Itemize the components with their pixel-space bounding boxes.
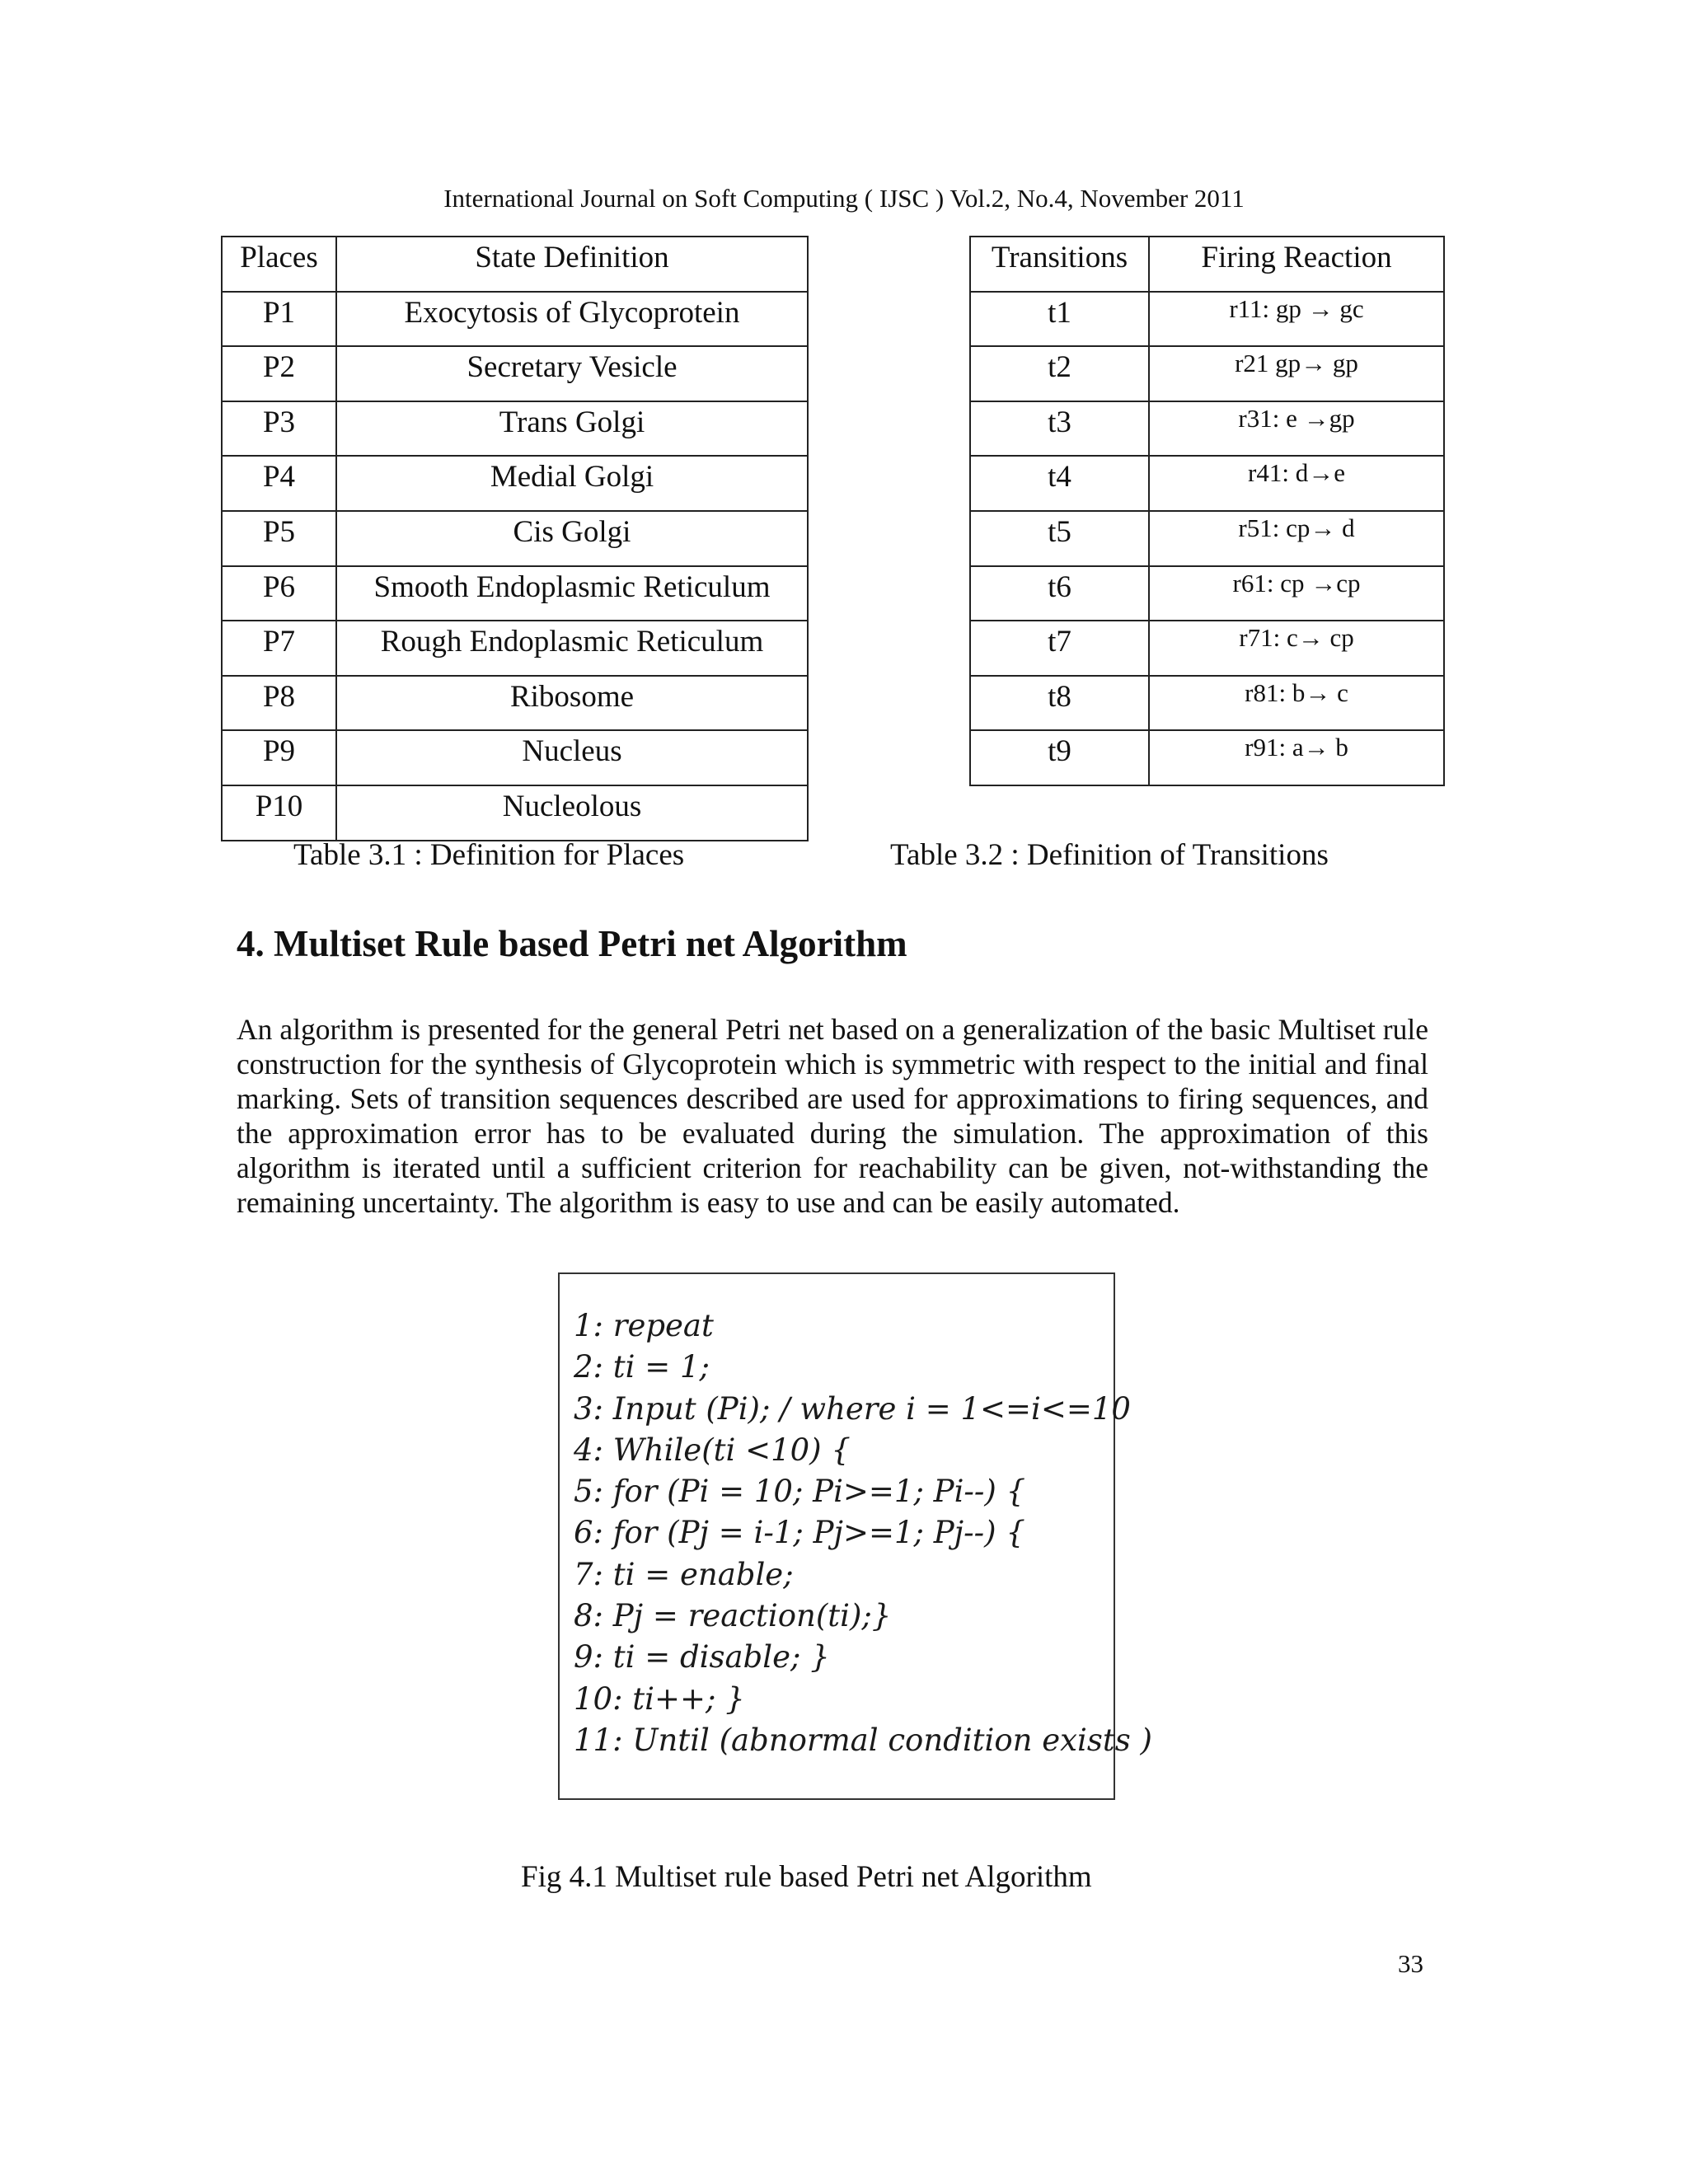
firing-reaction: r21 gp→ gp (1149, 346, 1444, 401)
firing-reaction: r61: cp →cp (1149, 566, 1444, 621)
state-definition: Ribosome (336, 676, 808, 731)
firing-reaction: r41: d→e (1149, 456, 1444, 511)
firing-reaction: r51: cp→ d (1149, 511, 1444, 566)
places-table (221, 236, 809, 841)
algorithm-line: 6: for (Pj = i-1; Pj>=1; Pj--) { (574, 1515, 1025, 1551)
figure-caption: Fig 4.1 Multiset rule based Petri net Algorithm (521, 1860, 1092, 1894)
transition-id: t5 (970, 511, 1149, 566)
algorithm-line: 1: repeat (574, 1308, 714, 1343)
places-table-caption: Table 3.1 : Definition for Places (293, 838, 685, 872)
body-paragraph: An algorithm is presented for the general Petri net based on a generalization of the basic Multiset rule construction for the synthesis of Glycoprotein which is symmetric with respect to the initial and final marking. Sets of transition sequences described are used for approximations to firing sequences, and the approximation error has to be evaluated during the simulation. The approximation of this algorithm is iterated until a sufficient criterion for reachability can be given, not-withstanding the remaining uncertainty. The algorithm is easy to use and can be easily automated. (237, 1013, 1428, 1219)
place-id: P10 (222, 785, 336, 841)
state-definition: Rough Endoplasmic Reticulum (336, 621, 808, 676)
place-id: P1 (222, 292, 336, 347)
place-id: P6 (222, 566, 336, 621)
place-id: P5 (222, 511, 336, 566)
journal-header: International Journal on Soft Computing ( IJSC ) Vol.2, No.4, November 2011 (443, 184, 1245, 213)
firing-reaction: r31: e →gp (1149, 401, 1444, 457)
table-row (970, 456, 1444, 511)
table-row (222, 785, 808, 841)
place-id: P2 (222, 346, 336, 401)
state-definition: Nucleus (336, 730, 808, 785)
table-row (970, 346, 1444, 401)
section-heading: 4. Multiset Rule based Petri net Algorithm (237, 923, 907, 964)
table-row (222, 566, 808, 621)
column-header: State Definition (336, 237, 808, 292)
column-header: Firing Reaction (1149, 237, 1444, 292)
transitions-table (969, 236, 1445, 786)
transition-id: t2 (970, 346, 1149, 401)
transition-id: t6 (970, 566, 1149, 621)
table-row (222, 621, 808, 676)
place-id: P4 (222, 456, 336, 511)
algorithm-line: 3: Input (Pi); / where i = 1<=i<=10 (574, 1390, 1131, 1427)
place-id: P8 (222, 676, 336, 731)
transition-id: t1 (970, 292, 1149, 347)
transition-id: t8 (970, 676, 1149, 731)
column-header: Places (222, 237, 336, 292)
state-definition: Medial Golgi (336, 456, 808, 511)
firing-reaction: r11: gp → gc (1149, 292, 1444, 347)
place-id: P3 (222, 401, 336, 457)
table-row (970, 730, 1444, 785)
state-definition: Secretary Vesicle (336, 346, 808, 401)
table-row (222, 730, 808, 785)
table-row (222, 401, 808, 457)
table-row (970, 621, 1444, 676)
firing-reaction: r81: b→ c (1149, 676, 1444, 731)
transition-id: t3 (970, 401, 1149, 457)
algorithm-line: 7: ti = enable; (574, 1556, 794, 1592)
algorithm-line: 4: While(ti <10) { (574, 1432, 851, 1468)
algorithm-line: 9: ti = disable; } (574, 1639, 830, 1675)
table-row (222, 511, 808, 566)
firing-reaction: r71: c→ cp (1149, 621, 1444, 676)
transitions-table-caption: Table 3.2 : Definition of Transitions (890, 838, 1329, 872)
state-definition: Smooth Endoplasmic Reticulum (336, 566, 808, 621)
column-header: Transitions (970, 237, 1149, 292)
algorithm-line: 2: ti = 1; (574, 1349, 710, 1385)
table-row (970, 292, 1444, 347)
page-number: 33 (1398, 1949, 1423, 1978)
table-row (222, 292, 808, 347)
state-definition: Trans Golgi (336, 401, 808, 457)
place-id: P7 (222, 621, 336, 676)
table-row (970, 401, 1444, 457)
transition-id: t7 (970, 621, 1149, 676)
state-definition: Exocytosis of Glycoprotein (336, 292, 808, 347)
algorithm-line: 5: for (Pi = 10; Pi>=1; Pi--) { (574, 1474, 1026, 1510)
algorithm-line: 11: Until (abnormal condition exists ) (574, 1722, 1152, 1758)
table-row (970, 566, 1444, 621)
algorithm-figure (558, 1272, 1152, 1800)
table-header-row (222, 237, 808, 292)
table-row (222, 676, 808, 731)
place-id: P9 (222, 730, 336, 785)
state-definition: Cis Golgi (336, 511, 808, 566)
firing-reaction: r91: a→ b (1149, 730, 1444, 785)
transition-id: t4 (970, 456, 1149, 511)
table-row (970, 676, 1444, 731)
table-row (222, 346, 808, 401)
transition-id: t9 (970, 730, 1149, 785)
algorithm-line: 8: Pj = reaction(ti);} (574, 1598, 892, 1634)
table-header-row (970, 237, 1444, 292)
table-row (970, 511, 1444, 566)
table-row (222, 456, 808, 511)
algorithm-line: 10: ti++; } (574, 1680, 745, 1717)
state-definition: Nucleolous (336, 785, 808, 841)
